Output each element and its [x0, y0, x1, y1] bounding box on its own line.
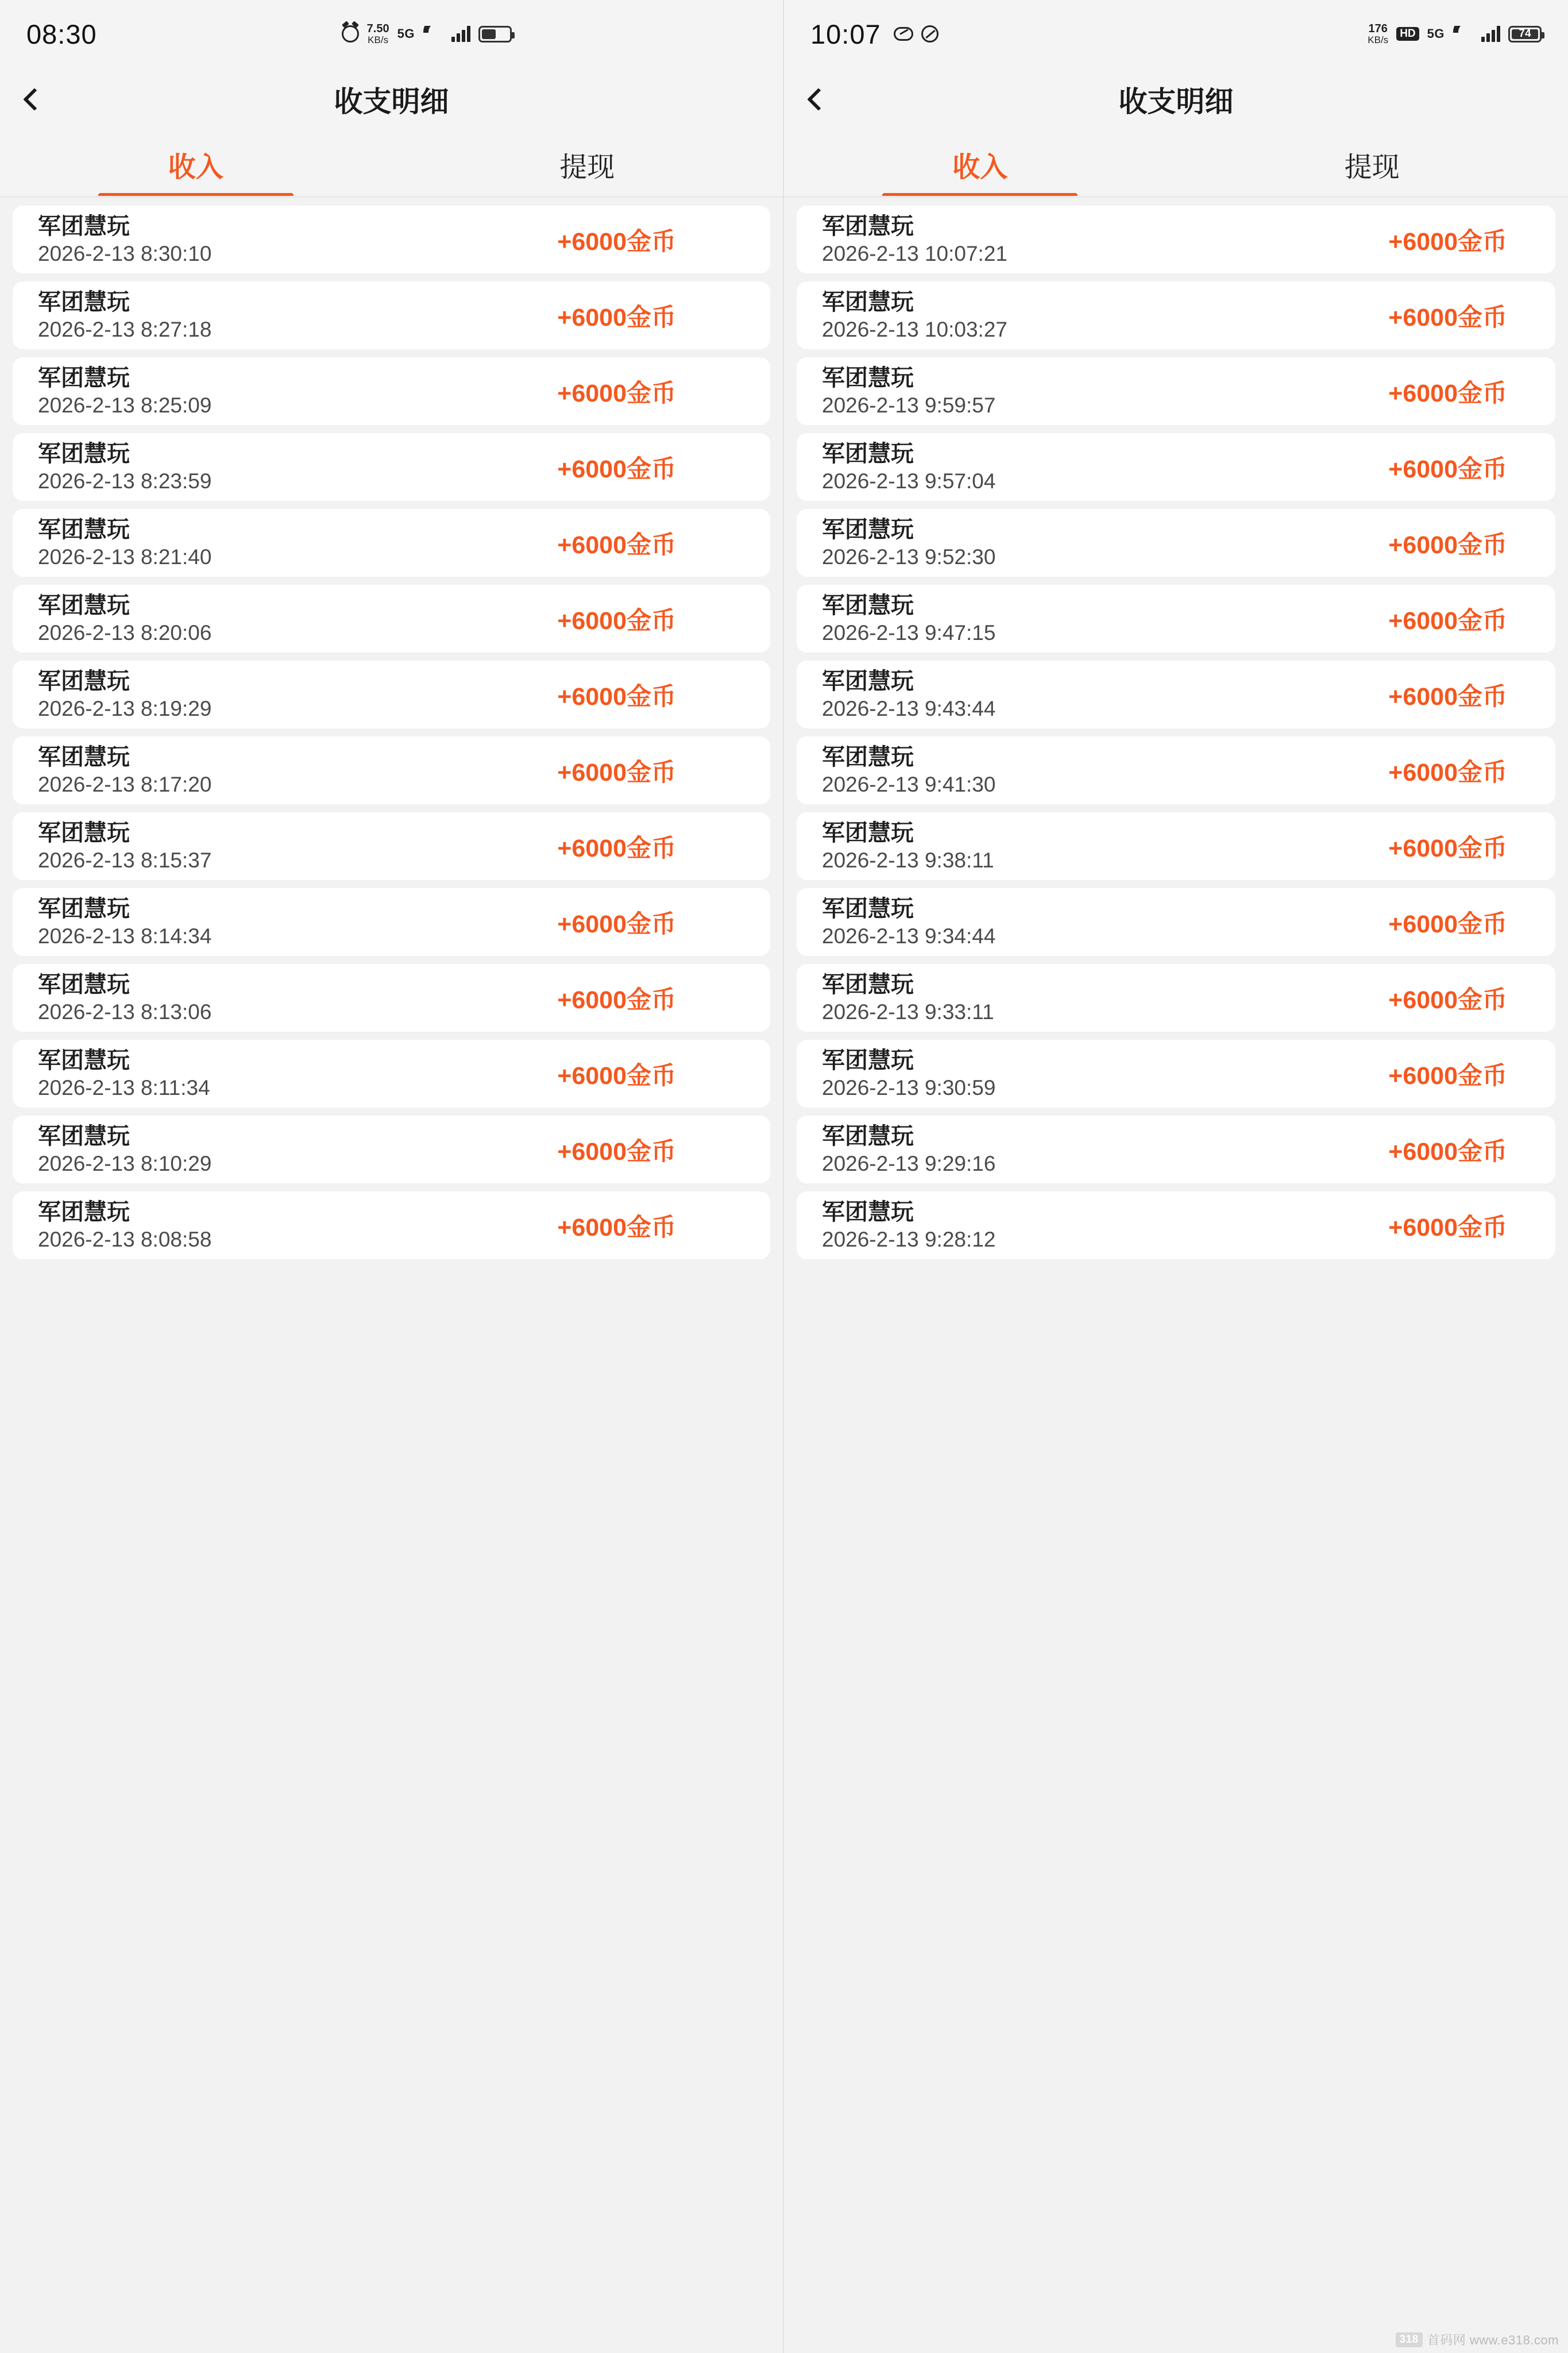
nav-bar-right	[784, 68, 1568, 131]
table-row[interactable]	[13, 509, 770, 577]
row-title: 军团慧玩	[822, 745, 914, 770]
row-date: 2026-2-13 8:27:18	[38, 318, 212, 341]
status-time: 10:07	[810, 18, 881, 49]
screen-right	[784, 0, 1568, 2353]
signal-bars-icon	[451, 26, 470, 42]
row-date: 2026-2-13 8:10:29	[38, 1152, 212, 1175]
row-title: 军团慧玩	[38, 745, 130, 770]
row-date: 2026-2-13 9:33:11	[822, 1000, 994, 1024]
status-icons-center	[97, 23, 756, 45]
table-row[interactable]	[13, 1116, 770, 1183]
network-speed-unit: KB/s	[368, 34, 389, 45]
table-row[interactable]	[13, 1191, 770, 1259]
row-amount: +6000金币	[1388, 531, 1507, 559]
table-row[interactable]	[797, 812, 1555, 880]
table-row[interactable]	[797, 661, 1555, 728]
slash-circle-icon	[921, 25, 939, 43]
row-title: 军团慧玩	[822, 365, 914, 391]
row-amount: +6000金币	[1388, 303, 1507, 331]
status-bar-left	[0, 0, 783, 68]
tab-withdraw[interactable]: 提现	[559, 152, 615, 183]
table-row[interactable]	[797, 357, 1555, 425]
row-title: 军团慧玩	[822, 441, 914, 466]
row-date: 2026-2-13 9:29:16	[822, 1152, 996, 1175]
row-date: 2026-2-13 9:30:59	[822, 1076, 996, 1100]
row-date: 2026-2-13 8:25:09	[38, 394, 212, 417]
row-amount: +6000金币	[1388, 910, 1507, 938]
table-row[interactable]	[797, 509, 1555, 577]
row-title: 军团慧玩	[822, 1048, 914, 1073]
row-amount: +6000金币	[557, 455, 676, 483]
row-title: 军团慧玩	[822, 593, 914, 618]
row-date: 2026-2-13 8:15:37	[38, 848, 212, 872]
row-date: 2026-2-13 8:23:59	[38, 469, 212, 493]
wifi-icon	[423, 26, 443, 42]
row-title: 军团慧玩	[38, 1048, 130, 1073]
table-row[interactable]	[797, 964, 1555, 1032]
row-date: 2026-2-13 9:38:11	[822, 848, 994, 872]
row-title: 军团慧玩	[38, 365, 130, 391]
5g-badge: 5G	[1427, 26, 1445, 41]
row-title: 军团慧玩	[38, 1124, 130, 1149]
row-date: 2026-2-13 8:19:29	[38, 697, 212, 720]
row-title: 军团慧玩	[822, 290, 914, 315]
row-title: 军团慧玩	[822, 517, 914, 542]
row-title: 军团慧玩	[822, 896, 914, 921]
watermark	[1396, 2331, 1559, 2348]
row-date: 2026-2-13 9:59:57	[822, 394, 996, 417]
table-row[interactable]	[797, 1040, 1555, 1108]
row-title: 军团慧玩	[822, 669, 914, 694]
row-amount: +6000金币	[557, 227, 676, 256]
row-title: 军团慧玩	[822, 820, 914, 846]
table-row[interactable]	[13, 1040, 770, 1108]
tab-income[interactable]: 收入	[784, 131, 1176, 198]
battery-level-label: 74	[1519, 28, 1531, 40]
network-speed-unit: KB/s	[1368, 34, 1389, 45]
row-amount: +6000金币	[1388, 834, 1507, 862]
5g-badge: 5G	[397, 26, 415, 41]
row-date: 2026-2-13 8:14:34	[38, 924, 212, 948]
row-title: 军团慧玩	[822, 1199, 914, 1225]
table-row[interactable]	[13, 206, 770, 273]
network-speed-value: 176	[1368, 22, 1388, 35]
network-speed-value: 7.50	[366, 22, 389, 35]
back-chevron-icon	[23, 88, 46, 111]
table-row[interactable]	[797, 736, 1555, 804]
row-amount: +6000金币	[557, 1062, 676, 1090]
row-title: 军团慧玩	[38, 290, 130, 315]
row-title: 军团慧玩	[822, 972, 914, 997]
status-time: 08:30	[26, 18, 97, 49]
row-date: 2026-2-13 9:52:30	[822, 545, 996, 569]
row-title: 军团慧玩	[38, 972, 130, 997]
table-row[interactable]	[797, 888, 1555, 956]
table-row[interactable]	[13, 357, 770, 425]
hd-badge: HD	[1396, 27, 1419, 41]
table-row[interactable]	[797, 281, 1555, 349]
row-date: 2026-2-13 8:21:40	[38, 545, 212, 569]
row-amount: +6000金币	[557, 1137, 676, 1166]
row-amount: +6000金币	[557, 379, 676, 407]
row-amount: +6000金币	[557, 834, 676, 862]
status-icons-right-group	[939, 23, 1542, 45]
row-date: 2026-2-13 8:30:10	[38, 242, 212, 265]
row-date: 2026-2-13 10:07:21	[822, 242, 1007, 265]
page-title: 收支明细	[1118, 86, 1234, 118]
battery-icon	[1508, 26, 1542, 43]
row-date: 2026-2-13 8:20:06	[38, 621, 212, 645]
row-amount: +6000金币	[1388, 1213, 1507, 1241]
row-amount: +6000金币	[1388, 986, 1507, 1014]
table-row[interactable]	[13, 964, 770, 1032]
row-date: 2026-2-13 10:03:27	[822, 318, 1007, 341]
row-title: 军团慧玩	[38, 593, 130, 618]
row-title: 军团慧玩	[38, 1199, 130, 1225]
page-title: 收支明细	[334, 86, 449, 118]
tab-bar-left	[0, 131, 783, 198]
row-title: 军团慧玩	[38, 820, 130, 846]
table-row[interactable]	[13, 281, 770, 349]
row-amount: +6000金币	[1388, 1062, 1507, 1090]
row-date: 2026-2-13 8:13:06	[38, 1000, 212, 1024]
row-amount: +6000金币	[557, 682, 676, 711]
row-date: 2026-2-13 8:08:58	[38, 1228, 212, 1251]
battery-icon	[478, 26, 512, 43]
row-title: 军团慧玩	[822, 214, 914, 239]
row-amount: +6000金币	[1388, 455, 1507, 483]
table-row[interactable]	[13, 433, 770, 501]
tab-bar-right	[784, 131, 1568, 198]
pill-icon	[894, 27, 913, 41]
back-button[interactable]	[784, 68, 853, 131]
transaction-list-left[interactable]	[0, 198, 783, 2353]
row-amount: +6000金币	[1388, 758, 1507, 786]
watermark-badge: 318	[1396, 2332, 1423, 2347]
table-row[interactable]	[13, 736, 770, 804]
network-speed-label	[1368, 23, 1388, 45]
row-amount: +6000金币	[557, 910, 676, 938]
table-row[interactable]	[797, 1191, 1555, 1259]
row-amount: +6000金币	[1388, 379, 1507, 407]
row-title: 军团慧玩	[38, 517, 130, 542]
row-amount: +6000金币	[557, 607, 676, 635]
row-title: 军团慧玩	[38, 214, 130, 239]
row-amount: +6000金币	[557, 1213, 676, 1241]
row-amount: +6000金币	[557, 986, 676, 1014]
table-row[interactable]	[13, 812, 770, 880]
row-title: 军团慧玩	[38, 669, 130, 694]
table-row[interactable]	[13, 888, 770, 956]
row-date: 2026-2-13 9:28:12	[822, 1228, 996, 1251]
row-date: 2026-2-13 9:41:30	[822, 773, 996, 796]
tab-income[interactable]: 收入	[0, 131, 392, 198]
row-title: 军团慧玩	[38, 896, 130, 921]
table-row[interactable]	[13, 585, 770, 653]
row-date: 2026-2-13 9:47:15	[822, 621, 996, 645]
nav-bar-left	[0, 68, 783, 131]
row-title: 军团慧玩	[38, 441, 130, 466]
row-amount: +6000金币	[1388, 682, 1507, 711]
table-row[interactable]	[797, 585, 1555, 653]
row-amount: +6000金币	[1388, 227, 1507, 256]
row-date: 2026-2-13 9:34:44	[822, 924, 996, 948]
signal-bars-icon	[1481, 26, 1500, 42]
row-title: 军团慧玩	[822, 1124, 914, 1149]
wifi-icon	[1453, 26, 1473, 42]
table-row[interactable]	[797, 433, 1555, 501]
back-button[interactable]	[0, 68, 69, 131]
row-amount: +6000金币	[557, 303, 676, 331]
row-amount: +6000金币	[1388, 607, 1507, 635]
back-chevron-icon	[807, 88, 830, 111]
row-date: 2026-2-13 8:11:34	[38, 1076, 210, 1100]
row-date: 2026-2-13 8:17:20	[38, 773, 212, 796]
row-amount: +6000金币	[557, 758, 676, 786]
network-speed-label	[367, 23, 389, 45]
table-row[interactable]	[13, 661, 770, 728]
row-amount: +6000金币	[1388, 1137, 1507, 1166]
row-amount: +6000金币	[557, 531, 676, 559]
row-date: 2026-2-13 9:43:44	[822, 697, 996, 720]
alarm-icon	[342, 25, 359, 43]
row-date: 2026-2-13 9:57:04	[822, 469, 996, 493]
tab-withdraw[interactable]: 提现	[1344, 152, 1400, 183]
table-row[interactable]	[797, 1116, 1555, 1183]
table-row[interactable]	[797, 206, 1555, 273]
status-bar-right	[784, 0, 1568, 68]
transaction-list-right[interactable]	[784, 198, 1568, 2353]
watermark-text: 首码网 www.e318.com	[1427, 2333, 1559, 2347]
